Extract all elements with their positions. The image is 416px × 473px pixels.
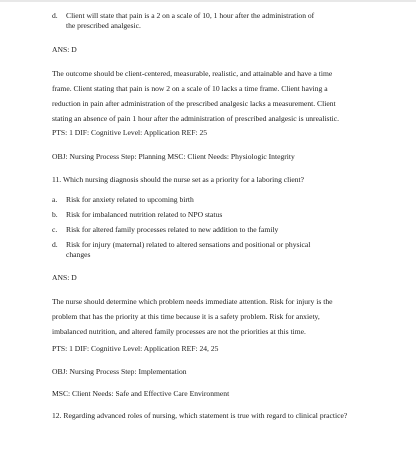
meta-1: PTS: 1 DIF: Cognitive Level: Application REF: 25 <box>52 128 208 137</box>
option-text: Risk for altered family processes related to new addition to the family <box>66 225 279 234</box>
option-letter: a. <box>52 195 58 204</box>
objective-2: OBJ: Nursing Process Step: Implementation <box>52 367 187 376</box>
answer-1: ANS: D <box>52 45 77 54</box>
rationale-1-line: The outcome should be client-centered, measurable, realistic, and attainable and have a time <box>52 69 333 78</box>
rationale-2-line: imbalanced nutrition, and altered family processes are not the priorities at this time. <box>52 327 306 336</box>
page-top-edge <box>0 0 416 2</box>
option-text-line-2: changes <box>66 249 91 259</box>
msc-2: MSC: Client Needs: Safe and Effective Care Environment <box>52 389 230 398</box>
option-text: Risk for imbalanced nutrition related to NPO status <box>66 210 223 219</box>
option-text-line-1: Client will state that pain is a 2 on a scale of 10, 1 hour after the administration of <box>66 11 315 20</box>
rationale-2-line: problem that has the priority at this time because it is a safety problem. Risk for anxiety, <box>52 312 320 321</box>
rationale-2 <box>52 294 368 339</box>
rationale-1-line: reduction in pain after administration of the prescribed analgesic lacks a measurement. Client <box>52 99 336 108</box>
rationale-2-line: The nurse should determine which problem needs immediate attention. Risk for injury is the <box>52 297 333 306</box>
option-text-line-1: Risk for injury (maternal) related to altered sensations and positional or physical <box>66 240 311 249</box>
question-11: 11. Which nursing diagnosis should the nurse set as a priority for a laboring client? <box>52 175 305 184</box>
rationale-1 <box>52 66 368 126</box>
option-letter: c. <box>52 225 58 234</box>
meta-2: PTS: 1 DIF: Cognitive Level: Application REF: 24, 25 <box>52 344 219 353</box>
option-letter: b. <box>52 210 58 219</box>
objective-1: OBJ: Nursing Process Step: Planning MSC: Client Needs: Physiologic Integrity <box>52 152 295 161</box>
option-letter: d. <box>52 11 58 20</box>
option-letter: d. <box>52 240 58 249</box>
question-12: 12. Regarding advanced roles of nursing, which statement is true with regard to clinical practice? <box>52 411 348 420</box>
rationale-1-line: frame. Client stating that pain is now 2 on a scale of 10 lacks a time frame. Client having a <box>52 84 328 93</box>
rationale-1-line: stating an absence of pain 1 hour after the administration of prescribed analgesic is unrealistic. <box>52 114 339 123</box>
option-text-line-2: the prescribed analgesic. <box>66 20 141 30</box>
answer-2: ANS: D <box>52 273 77 282</box>
option-text: Risk for anxiety related to upcoming birth <box>66 195 194 204</box>
